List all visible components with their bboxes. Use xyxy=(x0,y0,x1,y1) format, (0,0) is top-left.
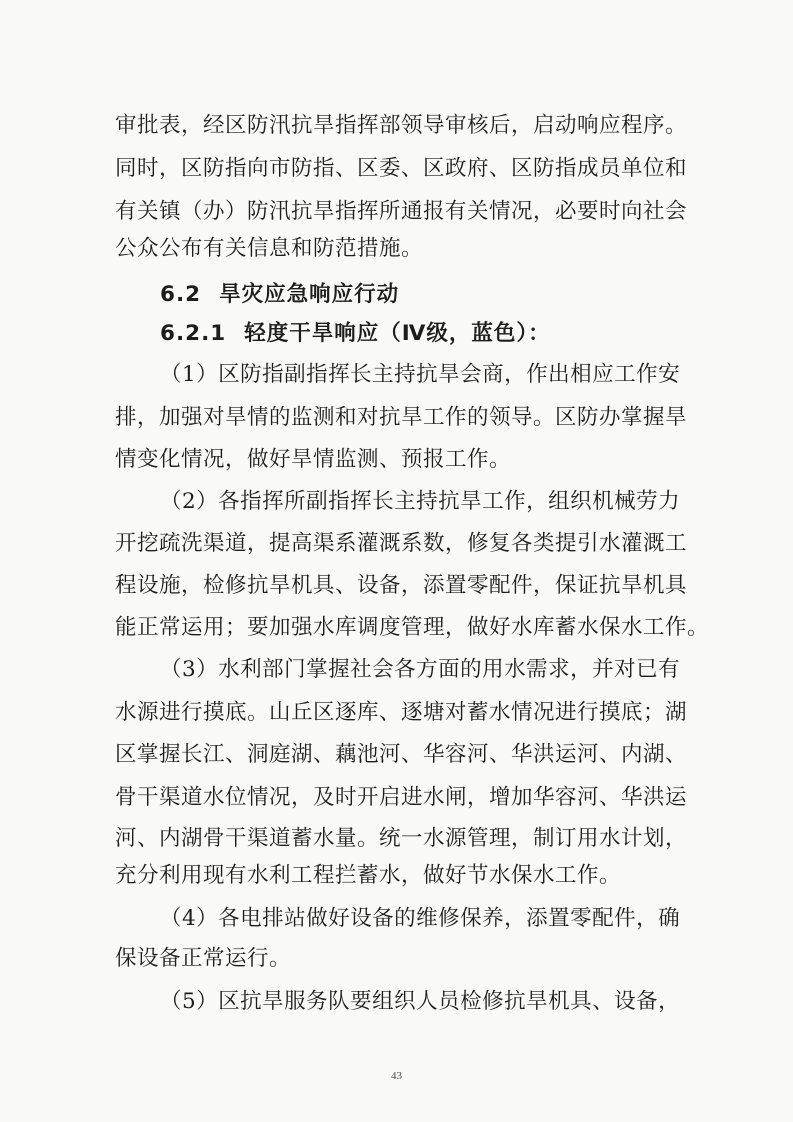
item-2-line: （2）各指挥所副指挥长主持抗旱工作，组织机械劳力 xyxy=(160,489,681,514)
section-heading-6-2-1 xyxy=(160,320,551,348)
section-number: 6.2.1 xyxy=(160,321,227,346)
item-3-line: （3）水利部门掌握社会各方面的用水需求，并对已有 xyxy=(160,657,681,682)
item-1-line: 情变化情况，做好旱情监测、预报工作。 xyxy=(115,447,512,472)
item-2-line: 程设施，检修抗旱机具、设备，添置零配件，保证抗旱机具 xyxy=(115,573,688,598)
item-4-line: （4）各电排站做好设备的维修保养，添置零配件，确 xyxy=(160,906,681,931)
section-heading-6-2 xyxy=(160,281,399,309)
body-text-line: 公众公布有关信息和防范措施。 xyxy=(115,236,424,261)
item-2-line: 能正常运用；要加强水库调度管理，做好水库蓄水保水工作。 xyxy=(115,615,710,640)
item-1-line: （1）区防指副指挥长主持抗旱会商，作出相应工作安 xyxy=(160,362,681,387)
item-5-line: （5）区抗旱服务队要组织人员检修抗旱机具、设备， xyxy=(160,989,681,1014)
item-3-line: 水源进行摸底。山丘区逐库、逐塘对蓄水情况进行摸底；湖 xyxy=(115,700,688,725)
item-2-line: 开挖疏洗渠道，提高渠系灌溉系数，修复各类提引水灌溉工 xyxy=(115,531,688,556)
page-number: 43 xyxy=(391,1070,402,1082)
section-title: 轻度干旱响应（Ⅳ级，蓝色）： xyxy=(244,321,551,346)
item-3-line: 河、内湖骨干渠道蓄水量。统一水源管理，制订用水计划， xyxy=(115,826,688,851)
section-number: 6.2 xyxy=(160,282,202,307)
item-3-line: 骨干渠道水位情况，及时开启进水闸，增加华容河、华洪运 xyxy=(115,785,688,810)
item-4-line: 保设备正常运行。 xyxy=(115,946,292,971)
item-1-line: 排，加强对旱情的监测和对抗旱工作的领导。区防办掌握旱 xyxy=(115,405,688,430)
body-text-line: 有关镇（办）防汛抗旱指挥所通报有关情况，必要时向社会 xyxy=(115,199,688,224)
item-3-line: 区掌握长江、洞庭湖、藕池河、华容河、华洪运河、内湖、 xyxy=(115,742,688,767)
item-3-line: 充分利用现有水利工程拦蓄水，做好节水保水工作。 xyxy=(115,863,622,888)
body-text-line: 审批表，经区防汛抗旱指挥部领导审核后，启动响应程序。 xyxy=(115,113,688,138)
section-title: 旱灾应急响应行动 xyxy=(219,282,400,307)
body-text-line: 同时，区防指向市防指、区委、区政府、区防指成员单位和 xyxy=(115,156,688,181)
